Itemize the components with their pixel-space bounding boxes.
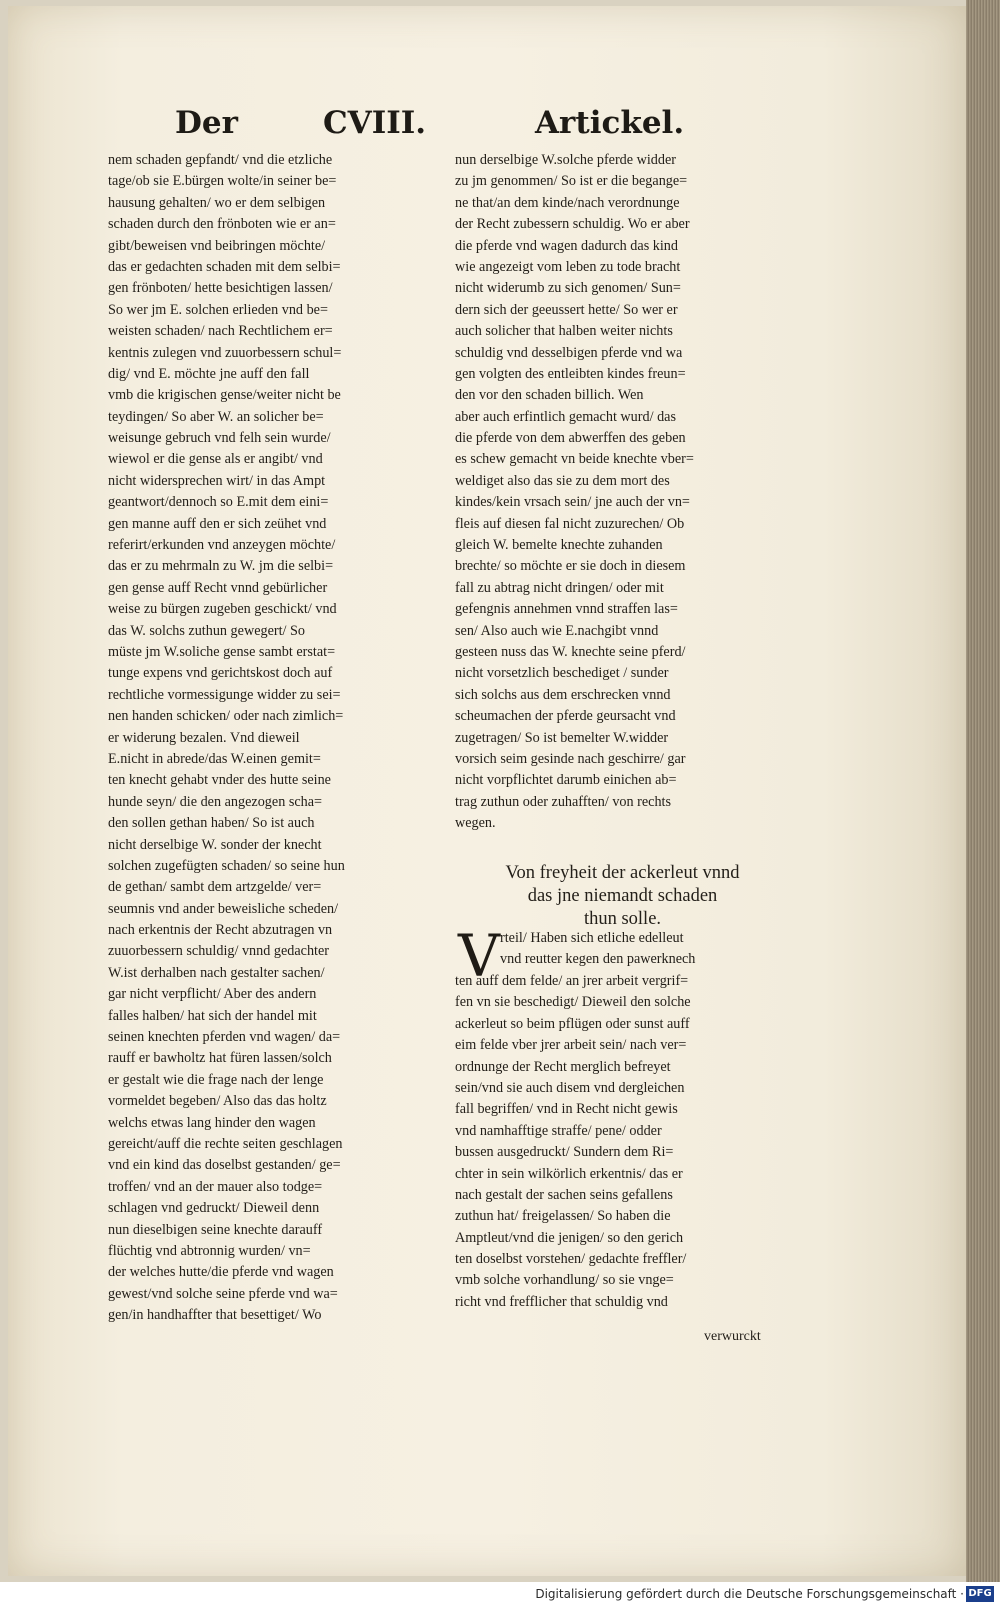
text-line: tage/ob sie E.bürgen wolte/in seiner be=: [108, 173, 337, 190]
text-line: vormeldet begeben/ Also das das holtz: [108, 1093, 327, 1110]
text-line: weise zu bürgen zugeben geschickt/ vnd: [108, 601, 337, 618]
text-line: weisunge gebruch vnd felh sein wurde/: [108, 430, 331, 447]
initial-letter: V: [458, 922, 500, 990]
text-line: es schew gemacht vn beide knechte vber=: [455, 451, 694, 468]
text-line: gereicht/auff die rechte seiten geschlagen: [108, 1135, 343, 1152]
footer-credit: Digitalisierung gefördert durch die Deutsche Forschungsgemeinschaft ·: [535, 1587, 964, 1601]
text-line: ackerleut so beim pflügen oder sunst auff: [455, 1015, 690, 1032]
right-column-bottom-text: [455, 971, 787, 1313]
text-line: ten auff dem felde/ an jrer arbeit vergrif=: [455, 973, 689, 989]
text-line: er gestalt wie die frage nach der lenge: [108, 1071, 324, 1088]
text-line: auch solicher that halben weiter nichts: [455, 323, 673, 340]
text-line: welchs etwas lang hinder den wagen: [108, 1114, 316, 1131]
text-line: aber auch erfintlich gemacht wurd/ das: [455, 408, 676, 425]
text-line: er widerung bezalen. Vnd dieweil: [108, 729, 300, 746]
text-line: vmb die krigischen gense/weiter nicht be: [108, 387, 341, 404]
text-line: scheumachen der pferde geursacht vnd: [455, 708, 676, 725]
text-line: nach gestalt der sachen seins gefallens: [455, 1186, 673, 1203]
text-line: zu jm genommen/ So ist er die begange=: [455, 173, 688, 190]
text-line: teydingen/ So aber W. an solicher be=: [108, 408, 324, 425]
text-line: tunge expens vnd gerichtskost doch auf: [108, 665, 333, 682]
text-line: schuldig vnd desselbigen pferde vnd wa: [455, 344, 683, 361]
text-line: ten knecht gehabt vnder des hutte seine: [108, 772, 331, 789]
running-header: [175, 105, 695, 151]
header-left: Der: [175, 105, 238, 141]
text-line: trag zuthun oder zuhafften/ von rechts: [455, 793, 672, 810]
text-line: troffen/ vnd an der mauer also todge=: [108, 1178, 323, 1195]
text-line: brechte/ so möchte er sie doch in diesem: [455, 558, 686, 575]
text-line: nicht vorpflichtet darumb einichen ab=: [455, 772, 677, 789]
text-line: fleis auf diesen fal nicht zuzurechen/ Ob: [455, 515, 685, 532]
text-line: weisten schaden/ nach Rechtlichem er=: [108, 323, 333, 340]
text-line: nicht widerumb zu sich genomen/ Sun=: [455, 280, 681, 297]
text-line: fall zu abtrag nicht dringen/ oder mit: [455, 579, 664, 596]
text-line: zugetragen/ So ist bemelter W.widder: [455, 729, 669, 746]
text-line: gen volgten des entleibten kindes freun=: [455, 365, 686, 382]
text-line: falles halben/ hat sich der handel mit: [108, 1007, 317, 1024]
text-line: gen frönboten/ hette besichtigen lassen/: [108, 280, 333, 297]
text-line: Amptleut/vnd die jenigen/ so den gerich: [455, 1229, 684, 1246]
text-line: dig/ vnd E. möchte jne auff den fall: [108, 365, 310, 382]
text-line: nicht vorsetzlich beschediget / sunder: [455, 665, 669, 682]
text-line: nicht derselbige W. sonder der knecht: [108, 836, 322, 853]
header-right: Artickel.: [535, 105, 685, 141]
heading-line: thun solle.: [583, 909, 662, 929]
text-line: wegen.: [455, 815, 496, 832]
catchword: verwurckt: [704, 1329, 761, 1344]
dfg-logo: DFG: [966, 1586, 994, 1602]
text-line: weldiget also das sie zu dem mort des: [455, 472, 670, 489]
text-line: der Recht zubessern schuldig. Wo er aber: [455, 216, 690, 233]
text-line: rteil/ Haben sich etliche edelleut: [500, 930, 684, 946]
text-line: geantwort/dennoch so E.mit dem eini=: [108, 494, 329, 511]
footer-bar: [0, 1582, 1000, 1608]
text-line: vnd namhafftige straffe/ pene/ odder: [455, 1122, 662, 1139]
text-line: fall begriffen/ vnd in Recht nicht gewis: [455, 1101, 678, 1118]
text-line: gefengnis annehmen vnnd straffen las=: [455, 601, 678, 618]
text-line: gen gense auff Recht vnnd gebürlicher: [108, 579, 328, 596]
text-line: rechtliche vormessigunge widder zu sei=: [108, 686, 341, 703]
text-line: ten doselbst vorstehen/ gedachte freffler/: [455, 1251, 687, 1268]
right-column-initial-lines: [500, 928, 790, 971]
text-line: fen vn sie beschedigt/ Dieweil den solche: [455, 994, 691, 1011]
text-line: nun dieselbigen seine knechte darauff: [108, 1221, 323, 1238]
text-line: der welches hutte/die pferde vnd wagen: [108, 1264, 334, 1281]
text-line: die pferde vnd wagen dadurch das kind: [455, 237, 678, 254]
text-line: vnd ein kind das doselbst gestanden/ ge=: [108, 1157, 341, 1174]
text-line: gar nicht verpflicht/ Aber des andern: [108, 986, 317, 1003]
text-line: gleich W. bemelte knechte zuhanden: [455, 537, 663, 554]
text-line: seinen knechten pferden vnd wagen/ da=: [108, 1029, 341, 1046]
text-line: schaden durch den frönboten wie er an=: [108, 216, 336, 233]
text-line: kindes/kein vrsach sein/ jne auch der vn=: [455, 494, 690, 511]
text-line: vorsich seim gesinde nach geschirre/ gar: [455, 750, 686, 767]
section-heading: [460, 862, 785, 931]
text-line: vmb solche vorhandlung/ so sie vnge=: [455, 1272, 674, 1289]
text-line: die pferde von dem abwerffen des geben: [455, 430, 686, 447]
text-line: ne that/an dem kinde/nach verordnunge: [455, 194, 680, 211]
text-line: gen manne auff den er sich zeühet vnd: [108, 515, 327, 532]
heading-line: das jne niemandt schaden: [527, 886, 718, 906]
text-line: kentnis zulegen vnd zuuorbessern schul=: [108, 344, 342, 361]
text-line: nem schaden gepfandt/ vnd die etzliche: [108, 152, 333, 168]
text-line: wiewol er die gense als er angibt/ vnd: [108, 451, 323, 468]
text-line: nach erkentnis der Recht abzutragen vn: [108, 922, 333, 939]
text-line: flüchtig vnd abtronnig wurden/ vn=: [108, 1242, 311, 1259]
text-line: zuthun hat/ freigelassen/ So haben die: [455, 1208, 671, 1225]
text-line: gen/in handhaffter that besettiget/ Wo: [108, 1307, 322, 1324]
text-line: hunde seyn/ die den angezogen scha=: [108, 793, 323, 810]
text-line: So wer jm E. solchen erlieden vnd be=: [108, 301, 328, 318]
text-line: nicht widersprechen wirt/ in das Ampt: [108, 472, 326, 489]
text-line: sich solchs aus dem erschrecken vnnd: [455, 686, 671, 703]
right-text-column: [455, 150, 787, 835]
text-line: das W. solchs zuthun gewegert/ So: [108, 622, 306, 639]
text-line: solchen zugefügten schaden/ so seine hun: [108, 857, 345, 874]
text-line: das er gedachten schaden mit dem selbi=: [108, 258, 341, 275]
text-line: nun derselbige W.solche pferde widder: [455, 152, 677, 168]
text-line: müste jm W.soliche gense sambt erstat=: [108, 643, 336, 660]
text-line: gibt/beweisen vnd beibringen möchte/: [108, 237, 326, 254]
text-line: referirt/erkunden vnd anzeygen möchte/: [108, 537, 336, 554]
text-line: das er zu mehrmaln zu W. jm die selbi=: [108, 558, 334, 575]
heading-line: Von freyheit der ackerleut vnnd: [505, 863, 740, 883]
text-line: seumnis vnd ander beweisliche scheden/: [108, 900, 339, 917]
text-line: ordnunge der Recht merglich befreyet: [455, 1058, 671, 1075]
text-line: wie angezeigt vom leben zu tode bracht: [455, 258, 681, 275]
text-line: richt vnd frefflicher that schuldig vnd: [455, 1293, 668, 1310]
text-line: hausung gehalten/ wo er dem selbigen: [108, 194, 326, 211]
text-line: sen/ Also auch wie E.nachgibt vnnd: [455, 622, 659, 639]
text-line: vnd reutter kegen den pawerknech: [500, 951, 696, 968]
book-page-edges: [966, 0, 1000, 1582]
text-line: W.ist derhalben nach gestalter sachen/: [108, 964, 325, 981]
text-line: eim felde vber jrer arbeit sein/ nach ver=: [455, 1037, 687, 1054]
text-line: rauff er bawholtz hat füren lassen/solch: [108, 1050, 332, 1067]
text-line: bussen ausgedruckt/ Sundern dem Ri=: [455, 1144, 674, 1161]
text-line: den sollen gethan haben/ So ist auch: [108, 815, 315, 832]
text-line: sein/vnd sie auch disem vnd dergleichen: [455, 1079, 685, 1096]
text-line: den vor den schaden billich. Wen: [455, 387, 644, 404]
text-line: zuuorbessern schuldig/ vnnd gedachter: [108, 943, 330, 960]
text-line: dern sich der geeussert hette/ So wer er: [455, 301, 678, 318]
text-line: chter in sein wilkörlich erkentnis/ das er: [455, 1165, 683, 1182]
header-folio: CVIII.: [323, 105, 427, 141]
text-line: nen handen schicken/ oder nach zimlich=: [108, 708, 344, 725]
text-line: schlagen vnd gedruckt/ Dieweil denn: [108, 1200, 320, 1217]
text-line: gewest/vnd solche seine pferde vnd wa=: [108, 1285, 338, 1302]
text-line: de gethan/ sambt dem artzgelde/ ver=: [108, 879, 322, 896]
text-line: gesteen nuss das W. knechte seine pferd/: [455, 643, 686, 660]
left-text-column: [108, 150, 438, 1326]
text-line: E.nicht in abrede/das W.einen gemit=: [108, 750, 321, 767]
